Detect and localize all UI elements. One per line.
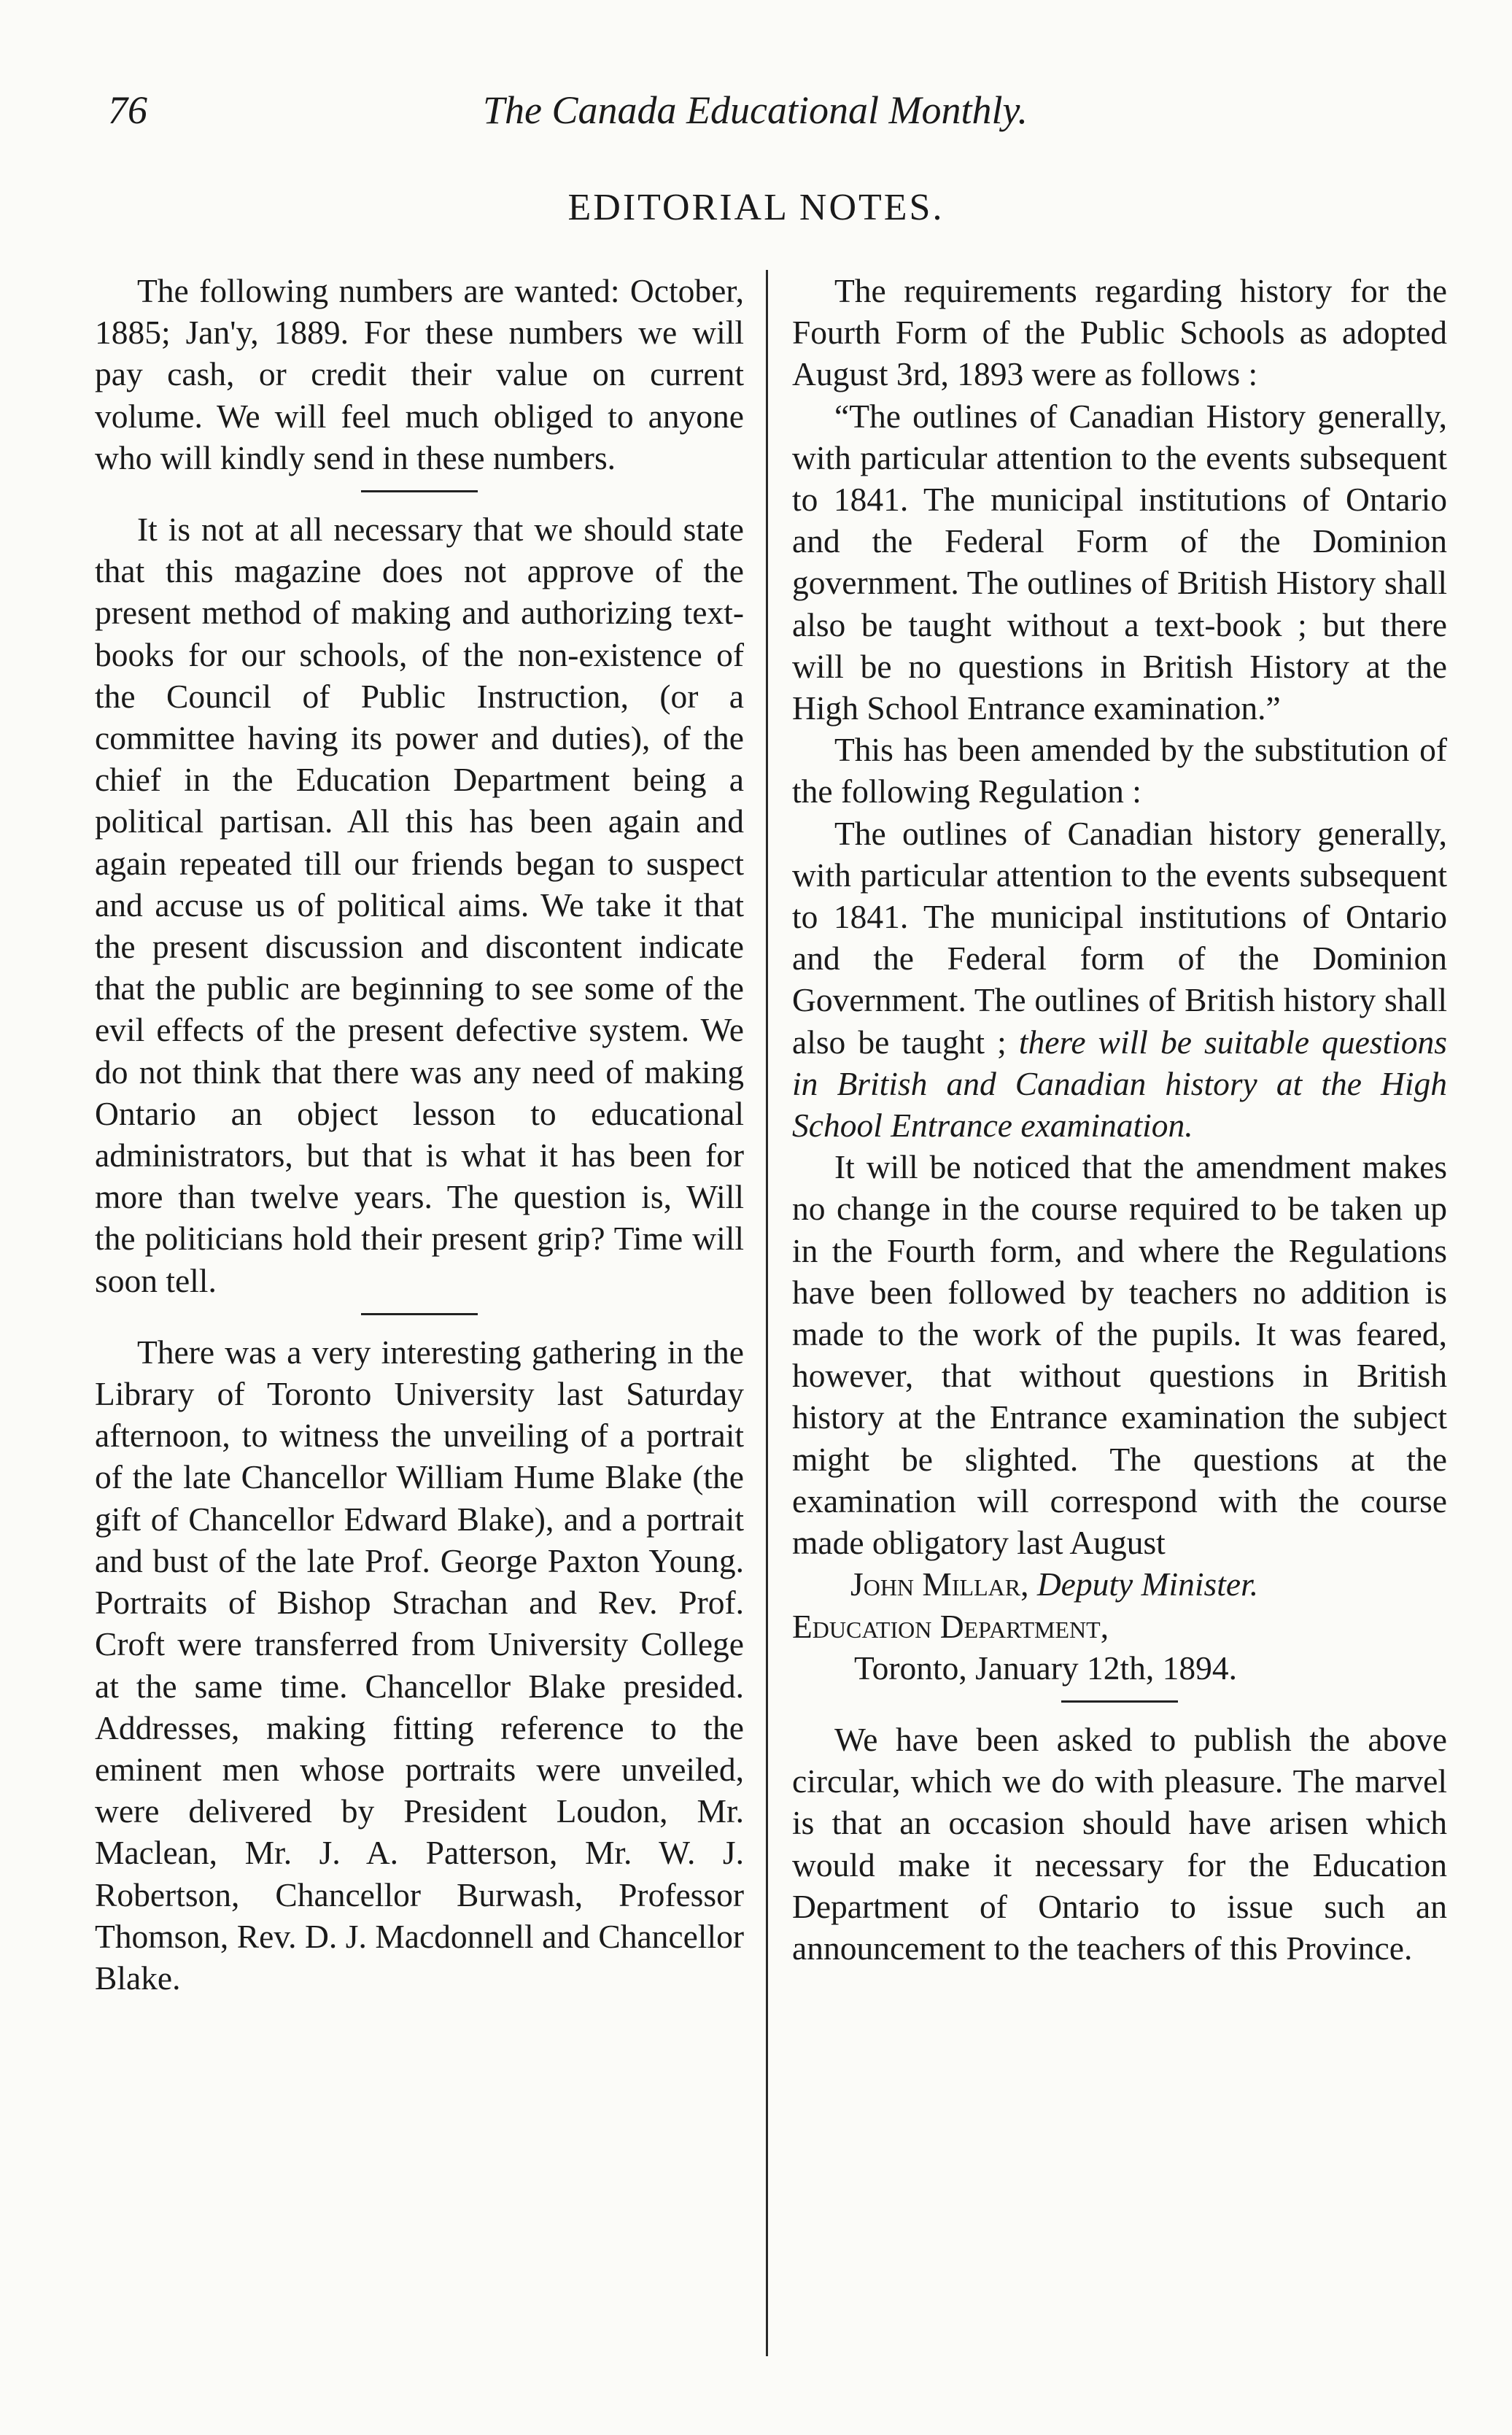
signatory-title: Deputy Minister.	[1036, 1565, 1259, 1603]
paragraph-back-numbers: The following numbers are wanted: October, 1885; Jan'y, 1889. For these numbers we will pay cash, or credit their value on current volume. We will feel much obliged to anyone who will kindly send in these numbers.	[95, 272, 744, 476]
amended-regulation-text: The outlines of Canadian history generally, with particular attention to the events subsequent to 1841. The municipal institutions of Ontario and the Federal form of the Dominion Government. The outlines of British history shall also be taught ;	[792, 814, 1447, 1061]
department-line: Education Department,	[792, 1607, 1109, 1645]
amended-regulation	[792, 813, 1447, 1147]
running-header	[108, 88, 1403, 146]
date-line: Toronto, January 12th, 1894.	[854, 1649, 1238, 1687]
separator-rule	[1061, 1700, 1178, 1703]
paragraph-circular-comment: We have been asked to publish the above circular, which we do with pleasure. The marvel is that an occasion should have arisen which would make it necessary for the Education Department of Ontario to issue such an announcement to the teachers of this Province.	[792, 1720, 1447, 1967]
quoted-regulation: “The outlines of Canadian History generally, with particular attention to the events subsequent to 1841. The municipal institutions of Ontario and the Federal Form of the Dominion government. The outlines of British History shall also be taught without a text-book ; but there will be no questions in British History at the High School Entrance examination.”	[792, 397, 1447, 727]
paragraph-portrait-unveiling: There was a very interesting gathering in the Library of Toronto University last Saturday afternoon, to witness the unveiling of a portrait of the late Chancellor William Hume Blake (the gift of Chancellor Edward Blake), and a portrait and bust of the late Prof. George Paxton Young. Portraits of Bishop Strachan and Rev. Prof. Croft were transferred from University College at the same time. Chancellor Blake presided. Addresses, making fitting reference to the eminent men whose portraits were unveiled, were delivered by President Loudon, Mr. Maclean, Mr. J. A. Patterson, Mr. W. J. Robertson, Chancellor Burwash, Professor Thomson, Rev. D. J. Macdonnell and Chancellor Blake.	[95, 1333, 744, 1997]
column-divider	[766, 270, 768, 2356]
left-column	[95, 270, 744, 1999]
paragraph-amendment-intro: This has been amended by the substitution of the following Regulation :	[792, 731, 1447, 810]
signature-line	[792, 1563, 1447, 1605]
section-title: EDITORIAL NOTES.	[567, 187, 945, 228]
right-column	[792, 270, 1447, 1969]
page-number: 76	[108, 88, 147, 132]
running-title: The Canada Educational Monthly.	[483, 88, 1028, 132]
amended-regulation-italic: there will be suitable questions in British and Canadian history at the High School Entrance examination.	[792, 1023, 1448, 1145]
signatory-name: John Millar,	[850, 1565, 1029, 1603]
paragraph-amendment-note: It will be noticed that the amendment makes no change in the course required to be taken up in the Fourth form, and where the Regulations have been followed by teachers no addition is made to the work of the pupils. It was feared, however, that without questions in British history at the Entrance examination the subject might be slighted. The questions at the examination will correspond with the course made obligatory last August	[792, 1148, 1447, 1562]
separator-rule	[361, 1313, 478, 1315]
separator-rule	[361, 490, 478, 492]
paragraph-history-requirements: The requirements regarding history for the Fourth Form of the Public Schools as adopted August 3rd, 1893 were as follows :	[792, 272, 1447, 393]
paragraph-textbook-policy: It is not at all necessary that we should state that this magazine does not approve of the present method of making and authorizing text-books for our schools, of the non-existence of the Council of Public Instruction, (or a committee having its power and duties), of the chief in the Education Department being a political partisan. All this has been again and again repeated till our friends began to suspect and accuse us of political aims. We take it that the present discussion and discontent indicate that the public are beginning to see some of the evil effects of the present defective system. We do not think that there was any need of making Ontario an object lesson to educational administrators, but that is what it has been for more than twelve years. The question is, Will the politicians hold their present grip? Time will soon tell.	[95, 511, 744, 1299]
